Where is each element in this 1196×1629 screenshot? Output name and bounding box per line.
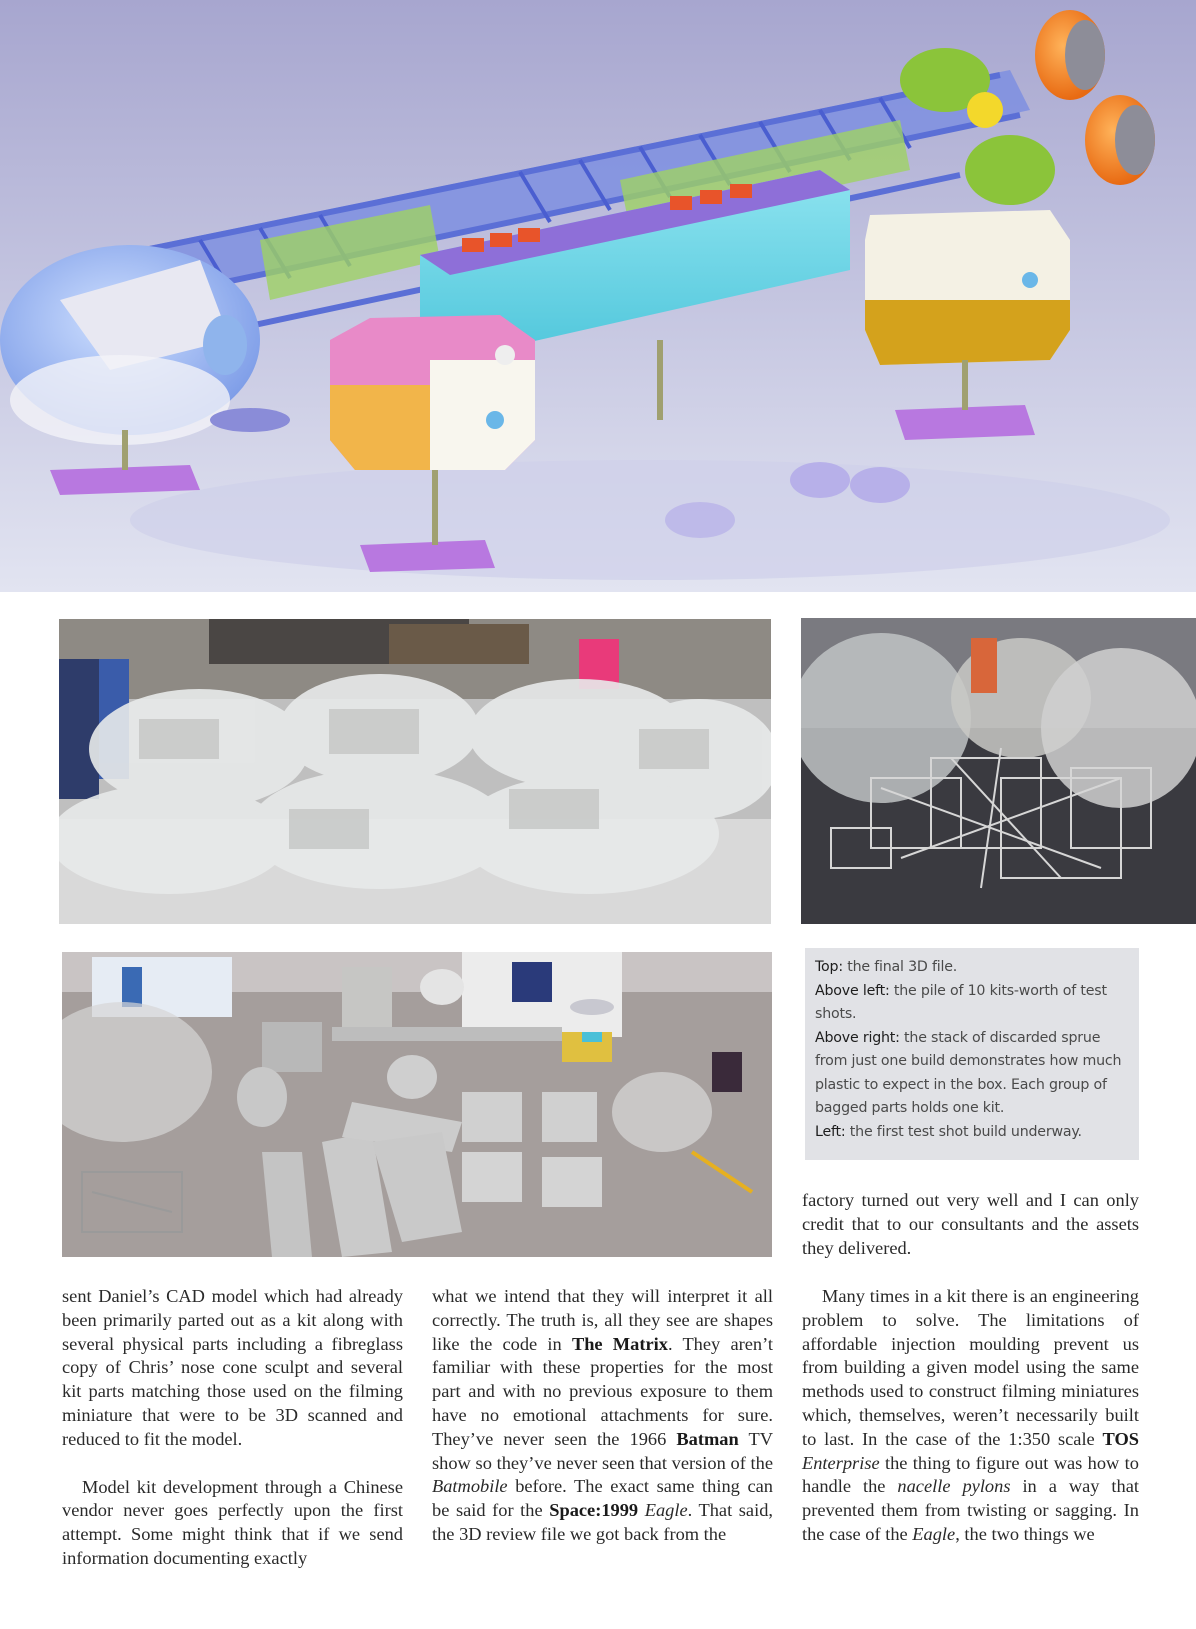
caption-top: Top: the final 3D file. (815, 959, 958, 975)
article-column-3-top (802, 1189, 1139, 1260)
above-left-photo-kits-pile (59, 619, 771, 924)
paragraph: factory turned out very well and I can only credit that to our consultants and the assets they delivered. (802, 1190, 1139, 1258)
article-column-1 (62, 1285, 403, 1571)
article-column-3 (802, 1285, 1139, 1547)
left-photo-test-shot-build (62, 952, 772, 1257)
caption-above-left: Above left: the pile of 10 kits-worth of test shots. (815, 982, 1107, 1022)
caption-above-right: Above right: the stack of discarded sprue from just one build demonstrates how much plastic to expect in the box. Each group of bagged parts holds one kit. (815, 1029, 1122, 1116)
photo-caption-box (805, 948, 1139, 1160)
paragraph: sent Daniel’s CAD model which had already been primarily parted out as a kit along with several physical parts including a fibreglass copy of Chris’ nose cone sculpt and several kit parts matching those used on the filming miniature that were to be 3D scanned and reduced to fit the model. (62, 1286, 403, 1449)
paragraph: Many times in a kit there is an engineering problem to solve. The limitations of affordable injection moulding prevent us from building a given model using the same methods used to construct filming miniatures which, themselves, weren’t necessarily built to last. In the case of the 1:350 scale TOS Enterprise the thing to figure out was how to handle the nacelle pylons in a way that prevented them from twisting or sagging. In the case of the Eagle, the two things we (802, 1286, 1139, 1544)
above-right-photo-sprue-stack (801, 618, 1196, 924)
caption-left: Left: the first test shot build underway. (815, 1123, 1082, 1140)
article-column-2 (432, 1285, 773, 1547)
top-3d-render-image (0, 0, 1196, 592)
paragraph: what we intend that they will interpret it all correctly. The truth is, all they see are shapes like the code in The Matrix. They aren’t familiar with these properties for the most part and with no previous exposure to them have no emotional attachments for sure. They’ve never seen the 1966 Batman TV show so they’ve never seen that version of the Batmobile before. The exact same thing can be said for the Space:1999 Eagle. That said, the 3D review file we got back from the (432, 1286, 774, 1544)
paragraph: Model kit development through a Chinese vendor never goes perfectly upon the first attempt. Some might think that if we send information documenting exactly (62, 1476, 403, 1568)
